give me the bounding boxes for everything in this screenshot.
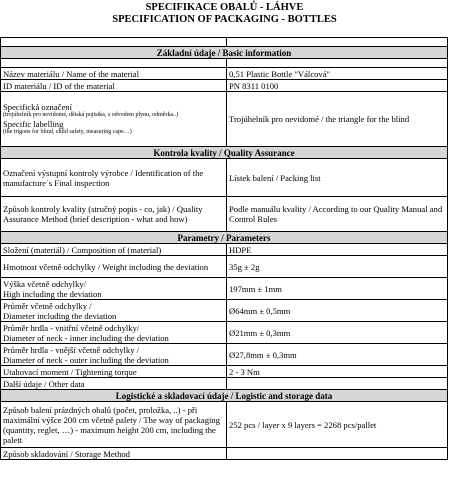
other-data-value (227, 378, 448, 390)
neck-inner-label-en: Diameter of neck - inner including the deviation (3, 332, 169, 343)
section-logistics-heading: Logistické a skladovací údaje / Logistic and storage data (1, 390, 448, 402)
section-basic-heading: Základní údaje / Basic information (1, 47, 448, 59)
material-name-value: 0,51 Plastic Bottle "Válcová" (227, 68, 448, 80)
neck-inner-value: Ø21mm ± 0,3mm (227, 322, 448, 344)
spacer-row (1, 38, 448, 47)
qa-method-value: Podle manuálu kvality / According to our Quality Manual and Control Rules (227, 197, 448, 232)
packing-value: 252 pcs / layer x 9 layers = 2268 pcs/pallet (227, 402, 448, 448)
row-qa-method (1, 197, 448, 232)
title-english: SPECIFICATION OF PACKAGING - BOTTLES (112, 14, 337, 25)
row-storage (1, 448, 448, 460)
material-name-label: Název materiálu / Name of the material (1, 68, 227, 80)
height-label-cz: Výška včetně odchylky/ (3, 278, 87, 289)
final-inspection-label: Označení výstupní kontroly výrobce / Identification of the manufacture´s Final inspection (1, 159, 227, 197)
row-packing (1, 402, 448, 448)
qa-method-label: Způsob kontroly kvality (stručný popis - co, jak) / Quality Assurance Method (brief description - what and how) (1, 197, 227, 232)
diameter-label-en: Diameter including the deviation (3, 310, 117, 321)
storage-label: Způsob skladování / Storage Method (1, 448, 227, 460)
neck-outer-label-cz: Průměr hrdla - vnější včetně odchylky / (3, 344, 140, 355)
torque-label: Utahovací moment / Tightening torque (1, 366, 227, 378)
section-logistics-row (1, 390, 448, 402)
row-neck-outer (1, 344, 448, 366)
diameter-value: Ø64mm ± 0,5mm (227, 300, 448, 322)
diameter-label (1, 300, 227, 322)
specific-labelling-value: Trojúhelník pro nevidomé / the triangle for the blind (227, 92, 448, 147)
neck-inner-label (1, 322, 227, 344)
row-torque (1, 366, 448, 378)
row-other-data (1, 378, 448, 390)
packing-label: Způsob balení prázdných obalů (počet, proložka, ..) - při maximální výšce 200 cm včetně palety / The way of packaging (quantity, reglet, …) - maximum height 200 cm, including the palett (1, 402, 227, 448)
neck-inner-label-cz: Průměr hrdla - vnitřní včetně odchylky/ (3, 322, 140, 333)
labelling-en: Specific labelling (3, 119, 64, 129)
labelling-cz-note: (trojúhelník pro nevidomé, dětská pojistka, s odvodem plynu, odměrka..) (3, 112, 179, 118)
torque-value: 2 - 3 Nm (227, 366, 448, 378)
height-value: 197mm ± 1mm (227, 278, 448, 300)
other-data-label: Další údaje / Other data (1, 378, 227, 390)
section-quality-heading: Kontrola kvality / Quality Assurance (1, 147, 448, 159)
weight-label: Hmotnost včetně odchylky / Weight including the deviation (1, 256, 227, 278)
row-material-id (1, 80, 448, 92)
section-basic-row (1, 47, 448, 59)
section-quality-row (1, 147, 448, 159)
material-id-value: PN 8311 0100 (227, 80, 448, 92)
row-diameter (1, 300, 448, 322)
height-label-en: High including the deviation (3, 288, 102, 299)
specific-labelling-label (1, 92, 227, 147)
labelling-en-note: (the trigons for blind, child safety, measuring cape…) (3, 129, 132, 135)
neck-outer-label (1, 344, 227, 366)
composition-value: HDPE (227, 244, 448, 256)
neck-outer-value: Ø27,8mm ± 0,3mm (227, 344, 448, 366)
composition-label: Složení (materiál) / Composition of (material) (1, 244, 227, 256)
row-specific-labelling (1, 92, 448, 147)
diameter-label-cz: Průměr včetně odchylky / (3, 300, 92, 311)
row-height (1, 278, 448, 300)
neck-outer-label-en: Diameter of neck - outer including the deviation (3, 354, 169, 365)
row-material-name (1, 68, 448, 80)
labelling-cz: Specifická označení (3, 102, 72, 112)
specification-table (0, 37, 448, 460)
row-weight (1, 256, 448, 278)
row-composition (1, 244, 448, 256)
row-neck-inner (1, 322, 448, 344)
storage-value (227, 448, 448, 460)
material-id-label: ID materiálu / ID of the material (1, 80, 227, 92)
section-parameters-row (1, 232, 448, 244)
weight-value: 35g ± 2g (227, 256, 448, 278)
title-czech: SPECIFIKACE OBALŮ - LÁHVE (145, 2, 304, 13)
section-parameters-heading: Parametry / Parameters (1, 232, 448, 244)
spacer-row (1, 59, 448, 68)
row-final-inspection (1, 159, 448, 197)
height-label (1, 278, 227, 300)
final-inspection-value: Lístek balení / Packing list (227, 159, 448, 197)
